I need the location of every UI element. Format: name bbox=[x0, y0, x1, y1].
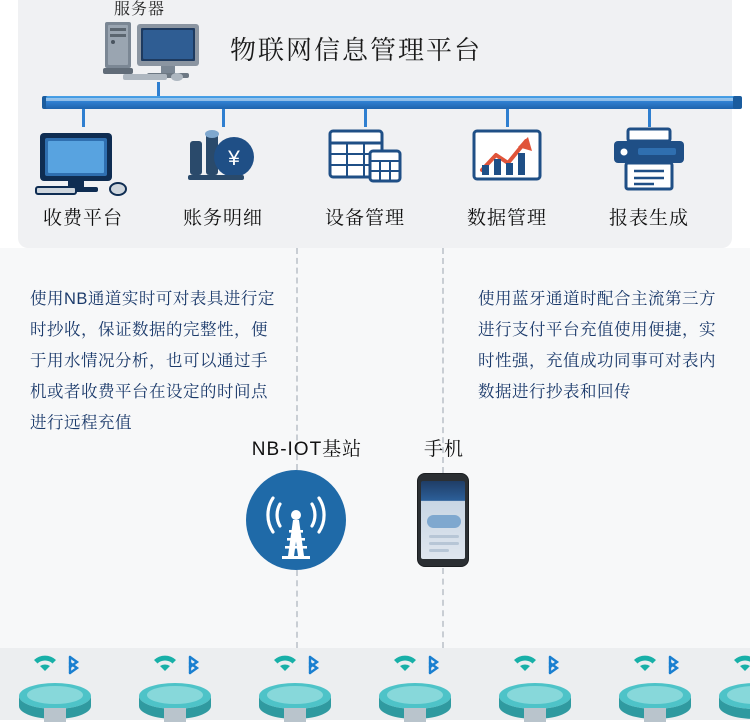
node-label: 数据管理 bbox=[466, 208, 547, 229]
meter-row bbox=[0, 648, 750, 720]
meter-signal-icons bbox=[134, 654, 214, 676]
phone-label: 手机 bbox=[423, 439, 464, 460]
desktop-computer-icon bbox=[18, 125, 148, 199]
server-computer-icon bbox=[103, 18, 215, 82]
phone-content-line bbox=[429, 535, 459, 538]
meter-device[interactable] bbox=[120, 654, 230, 720]
meter-device[interactable] bbox=[600, 654, 710, 720]
middle-section bbox=[0, 248, 750, 648]
page-title: 物联网信息管理平台 bbox=[230, 35, 483, 65]
cell-tower-icon bbox=[246, 470, 346, 570]
bus-right-cap bbox=[733, 96, 742, 109]
node-label: 账务明细 bbox=[182, 208, 263, 229]
meter-device[interactable] bbox=[700, 654, 750, 720]
meter-signal-icons bbox=[614, 654, 694, 676]
meter-signal-icons bbox=[14, 654, 94, 676]
meter-body-icon bbox=[488, 680, 582, 722]
server-label: 服务器 bbox=[114, 1, 166, 18]
phone-content-line bbox=[429, 549, 449, 552]
node-label: 收费平台 bbox=[42, 208, 123, 229]
chart-growth-icon bbox=[442, 125, 572, 199]
meter-signal-icons bbox=[714, 654, 750, 676]
billing-yuan-icon bbox=[158, 125, 288, 199]
meter-body-icon bbox=[368, 680, 462, 722]
nb-channel-description: 使用NB通道实时可对表具进行定时抄收，保证数据的完整性，便于用水情况分析，也可以通过手机或者收费平台在设定的时间点进行远程充值 bbox=[30, 290, 275, 432]
phone-screen bbox=[421, 481, 465, 559]
meter-body-icon bbox=[248, 680, 342, 722]
printer-icon bbox=[584, 125, 714, 199]
meter-device[interactable] bbox=[240, 654, 350, 720]
bus-bar bbox=[46, 96, 740, 109]
meter-device[interactable] bbox=[360, 654, 470, 720]
dashed-line-phone-bottom bbox=[442, 568, 444, 648]
meter-signal-icons bbox=[374, 654, 454, 676]
svg-text:¥: ¥ bbox=[228, 147, 240, 170]
meter-signal-icons bbox=[494, 654, 574, 676]
node-label: 设备管理 bbox=[324, 208, 405, 229]
phone-app-pill bbox=[427, 515, 461, 528]
platform-panel bbox=[18, 0, 732, 248]
meter-device[interactable] bbox=[0, 654, 110, 720]
meter-body-icon bbox=[128, 680, 222, 722]
node-label: 报表生成 bbox=[608, 208, 689, 229]
dashed-line-base-bottom bbox=[296, 570, 298, 648]
meter-body-icon bbox=[708, 680, 750, 722]
base-station-label: NB-IOT基站 bbox=[251, 439, 363, 460]
meter-body-icon bbox=[8, 680, 102, 722]
meter-signal-icons bbox=[254, 654, 334, 676]
device-table-icon bbox=[300, 125, 430, 199]
smartphone-icon bbox=[417, 473, 469, 567]
meter-device[interactable] bbox=[480, 654, 590, 720]
meter-body-icon bbox=[608, 680, 702, 722]
bluetooth-channel-description: 使用蓝牙通道时配合主流第三方进行支付平台充值使用便捷，实时性强，充值成功同事可对表内数据进行抄表和回传 bbox=[478, 290, 716, 401]
phone-content-line bbox=[429, 542, 459, 545]
